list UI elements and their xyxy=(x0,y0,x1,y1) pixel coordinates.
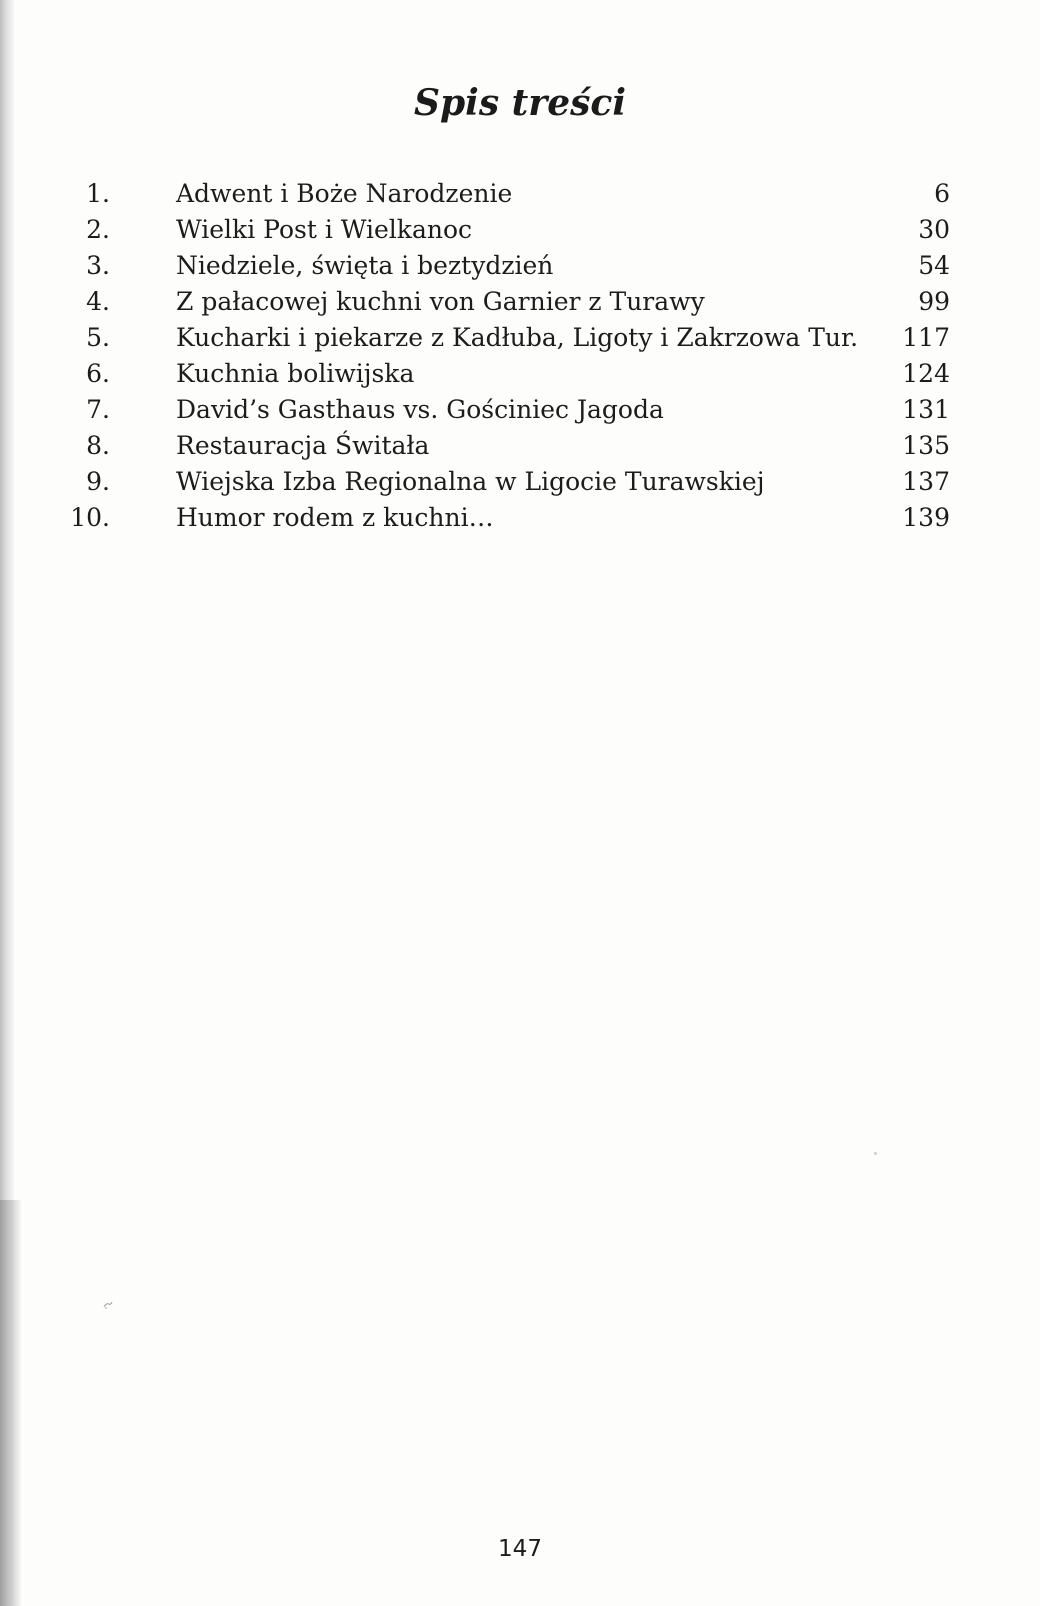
toc-entry-page: 99 xyxy=(918,287,950,316)
toc-entry-number: 1. xyxy=(86,179,110,208)
toc-entry-page: 54 xyxy=(918,251,950,280)
toc-entry xyxy=(0,248,1040,284)
toc-entry-title: Z pałacowej kuchni von Garnier z Turawy xyxy=(176,287,705,316)
toc-entry-page: 30 xyxy=(918,215,950,244)
toc-entry-number: 7. xyxy=(86,395,110,424)
toc-entry-title: Restauracja Świtała xyxy=(176,431,430,460)
toc-entry xyxy=(0,392,1040,428)
toc-entry-title: Wielki Post i Wielkanoc xyxy=(176,215,473,244)
toc-entry xyxy=(0,284,1040,320)
toc-entry xyxy=(0,500,1040,536)
toc-entry-page: 137 xyxy=(902,467,950,496)
toc-entry-page: 6 xyxy=(934,179,950,208)
toc-entry-number: 5. xyxy=(86,323,110,352)
page-title: Spis treści xyxy=(413,82,626,124)
toc-entry-number: 4. xyxy=(86,287,110,316)
toc-entry xyxy=(0,176,1040,212)
toc-entry-page: 117 xyxy=(902,323,950,352)
toc-entry xyxy=(0,320,1040,356)
toc-entry-number: 3. xyxy=(86,251,110,280)
toc-entry-page: 135 xyxy=(902,431,950,460)
toc-entry-title: Kuchnia boliwijska xyxy=(176,359,415,388)
table-of-contents xyxy=(0,176,1040,536)
toc-entry-number: 8. xyxy=(86,431,110,460)
toc-entry-number: 10. xyxy=(70,503,110,532)
toc-entry-title: Wiejska Izba Regionalna w Ligocie Turawskiej xyxy=(176,467,765,496)
toc-entry-title: Adwent i Boże Narodzenie xyxy=(176,179,513,208)
toc-entry-title: Kucharki i piekarze z Kadłuba, Ligoty i Zakrzowa Tur. xyxy=(176,323,859,352)
page-number: 147 xyxy=(498,1536,542,1562)
toc-entry xyxy=(0,464,1040,500)
toc-entry-page: 131 xyxy=(902,395,950,424)
toc-entry-title: Niedziele, święta i beztydzień xyxy=(176,251,554,280)
toc-entry-number: 9. xyxy=(86,467,110,496)
toc-entry-number: 2. xyxy=(86,215,110,244)
toc-entry-number: 6. xyxy=(86,359,110,388)
toc-entry-title: David’s Gasthaus vs. Gościniec Jagoda xyxy=(176,395,664,424)
toc-entry-page: 139 xyxy=(902,503,950,532)
dust-speck xyxy=(874,1152,877,1155)
toc-entry xyxy=(0,356,1040,392)
ink-speck xyxy=(102,1300,114,1310)
toc-entry-title: Humor rodem z kuchni… xyxy=(176,503,494,532)
toc-entry xyxy=(0,428,1040,464)
toc-entry xyxy=(0,212,1040,248)
toc-entry-page: 124 xyxy=(902,359,950,388)
